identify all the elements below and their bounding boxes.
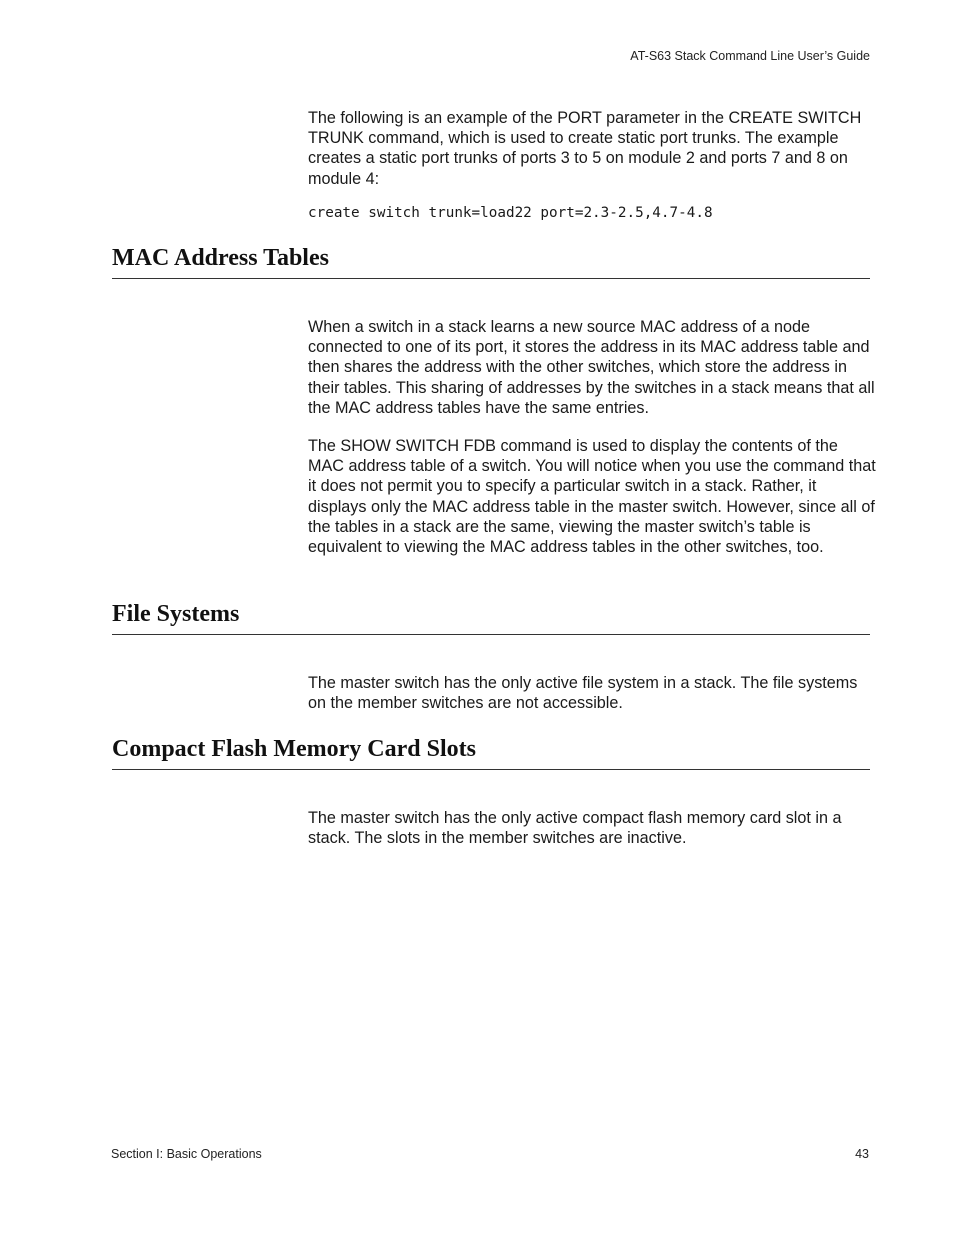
code-example: create switch trunk=load22 port=2.3-2.5,4.7-4.8: [308, 205, 713, 221]
heading-compact-flash: Compact Flash Memory Card Slots: [112, 736, 476, 762]
heading-rule: [112, 769, 870, 770]
compact-flash-paragraph: The master switch has the only active compact flash memory card slot in a stack. The slots in the member switches are inactive.: [308, 809, 842, 848]
footer-section-label: Section I: Basic Operations: [111, 1147, 262, 1161]
page-number: 43: [855, 1147, 869, 1161]
heading-rule: [112, 634, 870, 635]
mac-paragraph-1: When a switch in a stack learns a new source MAC address of a node connected to one of its port, it stores the address in its MAC address table and then shares the address with the other switches, which store the address in their tables. This sharing of addresses by the switches in a stack means that all the MAC address tables have the same entries.: [308, 318, 875, 417]
heading-file-systems: File Systems: [112, 601, 240, 627]
heading-rule: [112, 278, 870, 279]
heading-mac-address-tables: MAC Address Tables: [112, 245, 329, 271]
intro-paragraph: The following is an example of the PORT parameter in the CREATE SWITCH TRUNK command, which is used to create static port trunks. The example creates a static port trunks of ports 3 to 5 on module 2 and ports 7 and 8 on module 4:: [308, 109, 862, 188]
running-header: AT-S63 Stack Command Line User’s Guide: [630, 49, 870, 63]
file-systems-paragraph: The master switch has the only active file system in a stack. The file systems on the member switches are not accessible.: [308, 674, 858, 713]
mac-paragraph-2: The SHOW SWITCH FDB command is used to display the contents of the MAC address table of a switch. You will notice when you use the command that it does not permit you to specify a particular switch in a stack. Rather, it displays only the MAC address table in the master switch. However, since all of the tables in a stack are the same, viewing the master switch’s table is equivalent to viewing the MAC address tables in the other switches, too.: [308, 437, 876, 557]
